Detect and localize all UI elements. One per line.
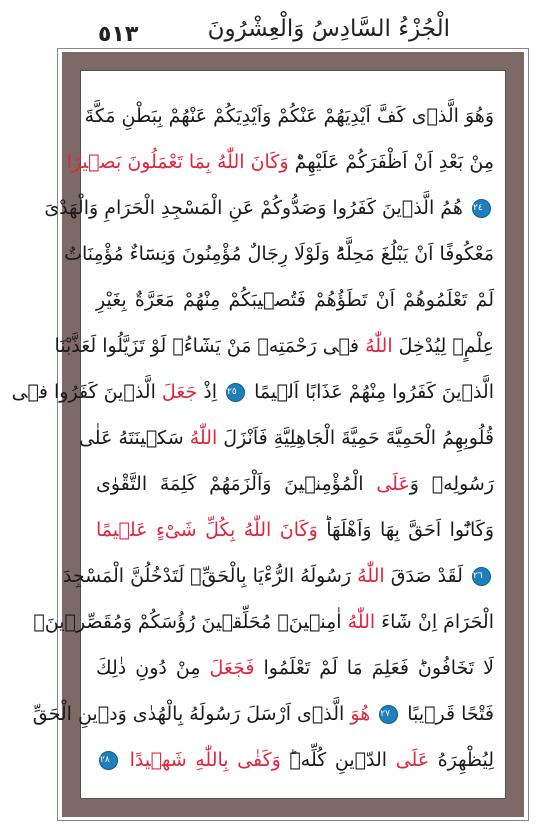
text-line	[84, 96, 494, 136]
text-line	[96, 740, 494, 780]
text-line	[66, 142, 494, 182]
text-line	[11, 372, 494, 412]
verse-text: الْمُؤْمِنٖينَ وَاَلْزَمَهُمْ كَلِمَةَ التَّقْوٰى	[96, 473, 377, 495]
text-line	[96, 280, 494, 320]
verse-text: الدّٖينِ كُلِّهٖؕ	[280, 749, 396, 771]
verse-text: الَّذٖينَ كَفَرُوا مِنْهُمْ عَذَابًا اَلٖيمًا	[248, 381, 494, 403]
verse-text: مِنْ بَعْدِ اَنْ اَظْفَرَكُمْ عَلَيْهِمْؕ	[288, 151, 494, 173]
text-line	[96, 464, 494, 504]
juz-title: الْجُزْءُ السَّادِسُ وَالْعِشْرُونَ	[207, 16, 450, 42]
quran-text-block	[11, 96, 495, 786]
ayah-number-marker: ٢٥	[226, 383, 245, 402]
verse-text: فَتْحًا قَرٖيبًا	[401, 703, 494, 725]
text-line	[96, 510, 494, 550]
verse-text: عِلْمٍۚ لِيُدْخِلَ	[392, 335, 494, 357]
verse-text: الَّذٖى اَرْسَلَ رَسُولَهُ بِالْهُدٰى وَدٖينِ الْحَقِّ	[32, 703, 351, 725]
highlighted-text: اللّٰهُ	[365, 335, 393, 357]
verse-text: هُمُ الَّذٖينَ كَفَرُوا وَصَدُّوكُمْ عَنِ الْمَسْجِدِ الْحَرَامِ وَالْهَدْىَ	[44, 197, 469, 219]
ayah-number-marker: ٢٧	[379, 705, 398, 724]
verse-text: اِذْ	[197, 381, 224, 403]
verse-text: لَمْ تَعْلَمُوهُمْ اَنْ تَطَؤُهُمْ فَتُصٖيبَكُمْ مِنْهُمْ مَعَرَّةٌ بِغَيْرِ	[96, 289, 494, 311]
text-line	[54, 326, 494, 366]
verse-text: الَّذٖينَ كَفَرُوا فٖى	[11, 381, 162, 403]
verse-text: لِيُظْهِرَهُ	[429, 749, 495, 771]
highlighted-text: وَكَانَ اللّٰهُ بِمَا تَعْمَلُونَ بَصٖيرًا	[66, 151, 289, 173]
highlighted-text: هُوَ	[350, 703, 371, 725]
text-line	[78, 418, 494, 458]
ayah-number-marker: ٢٨	[99, 751, 118, 770]
text-line	[44, 188, 494, 228]
verse-text: الْحَرَامَ اِنْ شَٓاءَ	[375, 611, 494, 633]
page-header	[0, 0, 550, 52]
ayah-number-marker: ٢٦	[472, 567, 491, 586]
verse-text	[121, 749, 130, 771]
highlighted-text: جَعَلَ	[161, 381, 198, 403]
text-line	[96, 648, 494, 688]
verse-text: لَقَدْ صَدَقَ	[384, 565, 469, 587]
highlighted-text: اللّٰهُ	[189, 427, 218, 449]
verse-text	[370, 703, 376, 725]
highlighted-text: وَكَانَ اللّٰهُ بِكُلِّ شَىْءٍ عَلٖيمًا	[96, 519, 318, 541]
verse-text: رَسُولِهٖ وَ	[409, 473, 494, 495]
text-line	[64, 234, 494, 274]
verse-text: رَسُولَهُ الرُّءْيَا بِالْحَقِّۚ لَتَدْخُلُنَّ الْمَسْجِدَ	[62, 565, 358, 587]
verse-text: فٖى رَحْمَتِهٖ مَنْ يَشَٓاءُۚ لَوْ تَزَيَّلُوا لَعَذَّبْنَا	[54, 335, 366, 357]
highlighted-text: عَلَى	[395, 749, 430, 771]
verse-text: لَا تَخَافُونَؕ فَعَلِمَ مَا لَمْ تَعْلَمُوا	[254, 657, 494, 679]
verse-text: مَعْكُوفًا اَنْ يَبْلُغَ مَحِلَّهُؕ وَلَوْلَا رِجَالٌ مُؤْمِنُونَ وَنِسَٓاءٌ مُؤْمِنَاتٌ	[64, 243, 494, 265]
highlighted-text: فَجَعَلَ	[209, 657, 255, 679]
ayah-number-marker: ٢٤	[472, 199, 491, 218]
highlighted-text: وَكَفٰى بِاللّٰهِ شَهٖيدًا	[129, 749, 281, 771]
verse-text: سَكٖينَتَهُ عَلٰى	[78, 427, 190, 449]
text-line	[62, 556, 494, 596]
text-line	[32, 694, 494, 734]
verse-text: قُلُوبِهِمُ الْحَمِيَّةَ حَمِيَّةَ الْجَاهِلِيَّةِ فَاَنْزَلَ	[217, 427, 494, 449]
text-line	[33, 602, 494, 642]
verse-text: وَهُوَ الَّذٖى كَفَّ اَيْدِيَهُمْ عَنْكُمْ وَاَيْدِيَكُمْ عَنْهُمْ بِبَطْنِ مَكَّةَ	[84, 105, 494, 127]
highlighted-text: عَلَى	[376, 473, 410, 495]
page-number: ٥١٣	[98, 22, 139, 47]
highlighted-text: اللّٰهُ	[357, 565, 385, 587]
verse-text: مِنْ دُونِ ذٰلِكَ	[96, 657, 210, 679]
verse-text: وَكَانُٓوا اَحَقَّ بِهَا وَاَهْلَهَاؕ	[317, 519, 494, 541]
highlighted-text: اللّٰهُ	[347, 611, 376, 633]
verse-text: اٰمِنٖينَۙ مُحَلِّقٖينَ رُؤُسَكُمْ وَمُقَصِّرٖينَۙ	[33, 611, 348, 633]
